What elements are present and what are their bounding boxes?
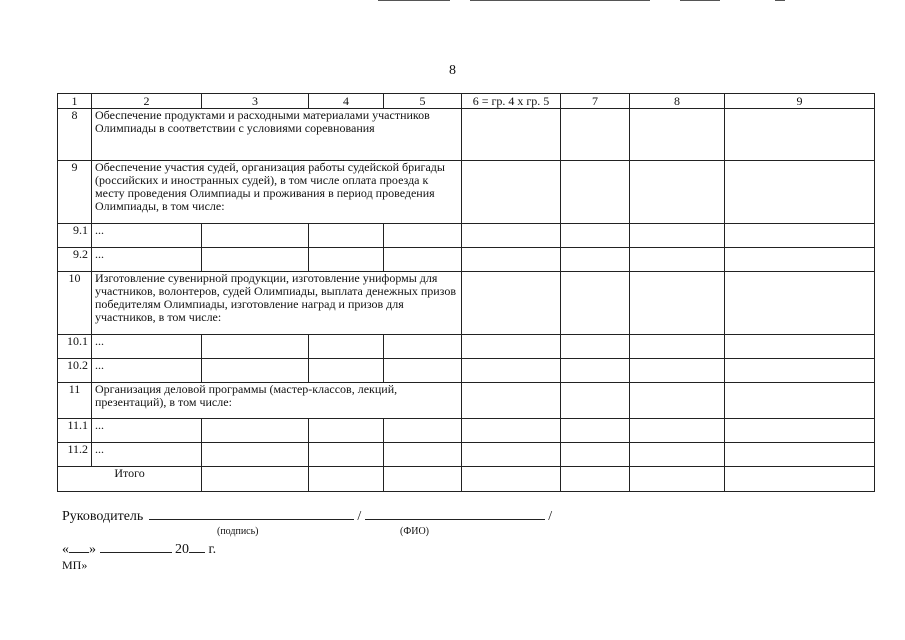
scan-artifact-line [775, 0, 785, 1]
cell-empty [309, 467, 384, 492]
cell-empty [725, 335, 875, 359]
cell-empty [309, 359, 384, 383]
page-number: 8 [449, 63, 456, 78]
cell-empty [725, 248, 875, 272]
row-number: 11 [58, 383, 92, 419]
cell-empty [462, 224, 561, 248]
scan-artifact-line [470, 0, 650, 1]
cell-empty [630, 161, 725, 224]
cell-empty [630, 443, 725, 467]
cell-empty [630, 359, 725, 383]
cell-empty [630, 335, 725, 359]
cell-empty [630, 224, 725, 248]
table-row [58, 443, 875, 467]
slash: / [357, 509, 362, 524]
cell-empty [561, 161, 630, 224]
cell-empty [630, 467, 725, 492]
cell-empty [725, 272, 875, 335]
signature-block [62, 507, 552, 525]
cell-empty [202, 467, 309, 492]
cell-empty [561, 443, 630, 467]
cell-empty [462, 383, 561, 419]
row-description: ... [92, 419, 202, 443]
col-header-7: 7 [561, 94, 630, 109]
budget-table [57, 93, 875, 492]
day-field [69, 540, 89, 553]
row-number: 10 [58, 272, 92, 335]
row-number: 11.2 [58, 443, 92, 467]
row-number: 9 [58, 161, 92, 224]
cell-empty [561, 248, 630, 272]
cell-empty [630, 109, 725, 161]
cell-empty [630, 383, 725, 419]
col-header-6: 6 = гр. 4 х гр. 5 [462, 94, 561, 109]
total-label: Итого [58, 467, 202, 492]
signature-field [149, 507, 354, 520]
cell-empty [384, 224, 462, 248]
slash: / [548, 509, 553, 524]
total-row [58, 467, 875, 492]
cell-empty [384, 443, 462, 467]
cell-empty [309, 443, 384, 467]
role-label: Руководитель [62, 509, 144, 524]
date-close-quote: » [89, 542, 96, 557]
cell-empty [462, 248, 561, 272]
cell-empty [462, 335, 561, 359]
col-header-3: 3 [202, 94, 309, 109]
cell-empty [309, 248, 384, 272]
signature-caption: (подпись) [217, 526, 259, 537]
cell-empty [561, 383, 630, 419]
year-field [189, 540, 205, 553]
cell-empty [462, 419, 561, 443]
row-description: Обеспечение участия судей, организация работы судейской бригады (российских и иностранных судей), в том числе оплата проезда к месту проведения Олимпиады и проживания в период проведения Олимпиады, в том числе: [92, 161, 462, 224]
row-number: 10.2 [58, 359, 92, 383]
table-row [58, 248, 875, 272]
cell-empty [202, 335, 309, 359]
signature-line-row [62, 507, 552, 525]
cell-empty [202, 443, 309, 467]
name-field [365, 507, 545, 520]
cell-empty [202, 359, 309, 383]
cell-empty [725, 467, 875, 492]
row-description: ... [92, 443, 202, 467]
cell-empty [309, 335, 384, 359]
row-number: 10.1 [58, 335, 92, 359]
cell-empty [462, 109, 561, 161]
col-header-1: 1 [58, 94, 92, 109]
cell-empty [384, 359, 462, 383]
cell-empty [202, 419, 309, 443]
row-description: Обеспечение продуктами и расходными материалами участников Олимпиады в соответствии с условиями соревнования [92, 109, 462, 161]
table-row [58, 161, 875, 224]
month-field [100, 540, 172, 553]
cell-empty [725, 161, 875, 224]
cell-empty [561, 109, 630, 161]
row-number: 9.1 [58, 224, 92, 248]
cell-empty [202, 248, 309, 272]
cell-empty [462, 359, 561, 383]
row-description: Организация деловой программы (мастер-классов, лекций, презентаций), в том числе: [92, 383, 462, 419]
cell-empty [561, 224, 630, 248]
table-row [58, 383, 875, 419]
cell-empty [462, 443, 561, 467]
year-prefix: 20 [175, 542, 189, 557]
cell-empty [462, 161, 561, 224]
cell-empty [561, 335, 630, 359]
name-caption: (ФИО) [400, 526, 430, 537]
row-description: Изготовление сувенирной продукции, изготовление униформы для участников, волонтеров, судей Олимпиады, выплата денежных призов победителям Олимпиады, изготовление наград и призов для участников, в том числе: [92, 272, 462, 335]
date-line [62, 540, 216, 558]
table-row [58, 335, 875, 359]
cell-empty [561, 359, 630, 383]
cell-empty [725, 419, 875, 443]
stamp-label: МП» [62, 558, 88, 572]
cell-empty [630, 248, 725, 272]
cell-empty [725, 109, 875, 161]
year-suffix: г. [208, 542, 217, 557]
row-description: ... [92, 248, 202, 272]
col-header-5: 5 [384, 94, 462, 109]
table-row [58, 359, 875, 383]
cell-empty [630, 419, 725, 443]
cell-empty [630, 272, 725, 335]
table-row [58, 419, 875, 443]
col-header-4: 4 [309, 94, 384, 109]
table-row [58, 272, 875, 335]
row-number: 8 [58, 109, 92, 161]
col-header-9: 9 [725, 94, 875, 109]
cell-empty [384, 467, 462, 492]
cell-empty [725, 383, 875, 419]
cell-empty [725, 359, 875, 383]
column-number-row [58, 94, 875, 109]
cell-empty [561, 272, 630, 335]
cell-empty [202, 224, 309, 248]
scan-artifact-line [680, 0, 720, 1]
row-description: ... [92, 359, 202, 383]
cell-empty [384, 419, 462, 443]
col-header-2: 2 [92, 94, 202, 109]
table-row [58, 224, 875, 248]
cell-empty [384, 248, 462, 272]
cell-empty [561, 467, 630, 492]
cell-empty [309, 224, 384, 248]
row-description: ... [92, 224, 202, 248]
cell-empty [462, 467, 561, 492]
cell-empty [725, 443, 875, 467]
cell-empty [462, 272, 561, 335]
cell-empty [384, 335, 462, 359]
row-number: 9.2 [58, 248, 92, 272]
row-description: ... [92, 335, 202, 359]
row-number: 11.1 [58, 419, 92, 443]
cell-empty [561, 419, 630, 443]
cell-empty [309, 419, 384, 443]
date-open-quote: « [62, 542, 69, 557]
table-row [58, 109, 875, 161]
col-header-8: 8 [630, 94, 725, 109]
scan-artifact-line [378, 0, 450, 1]
cell-empty [725, 224, 875, 248]
